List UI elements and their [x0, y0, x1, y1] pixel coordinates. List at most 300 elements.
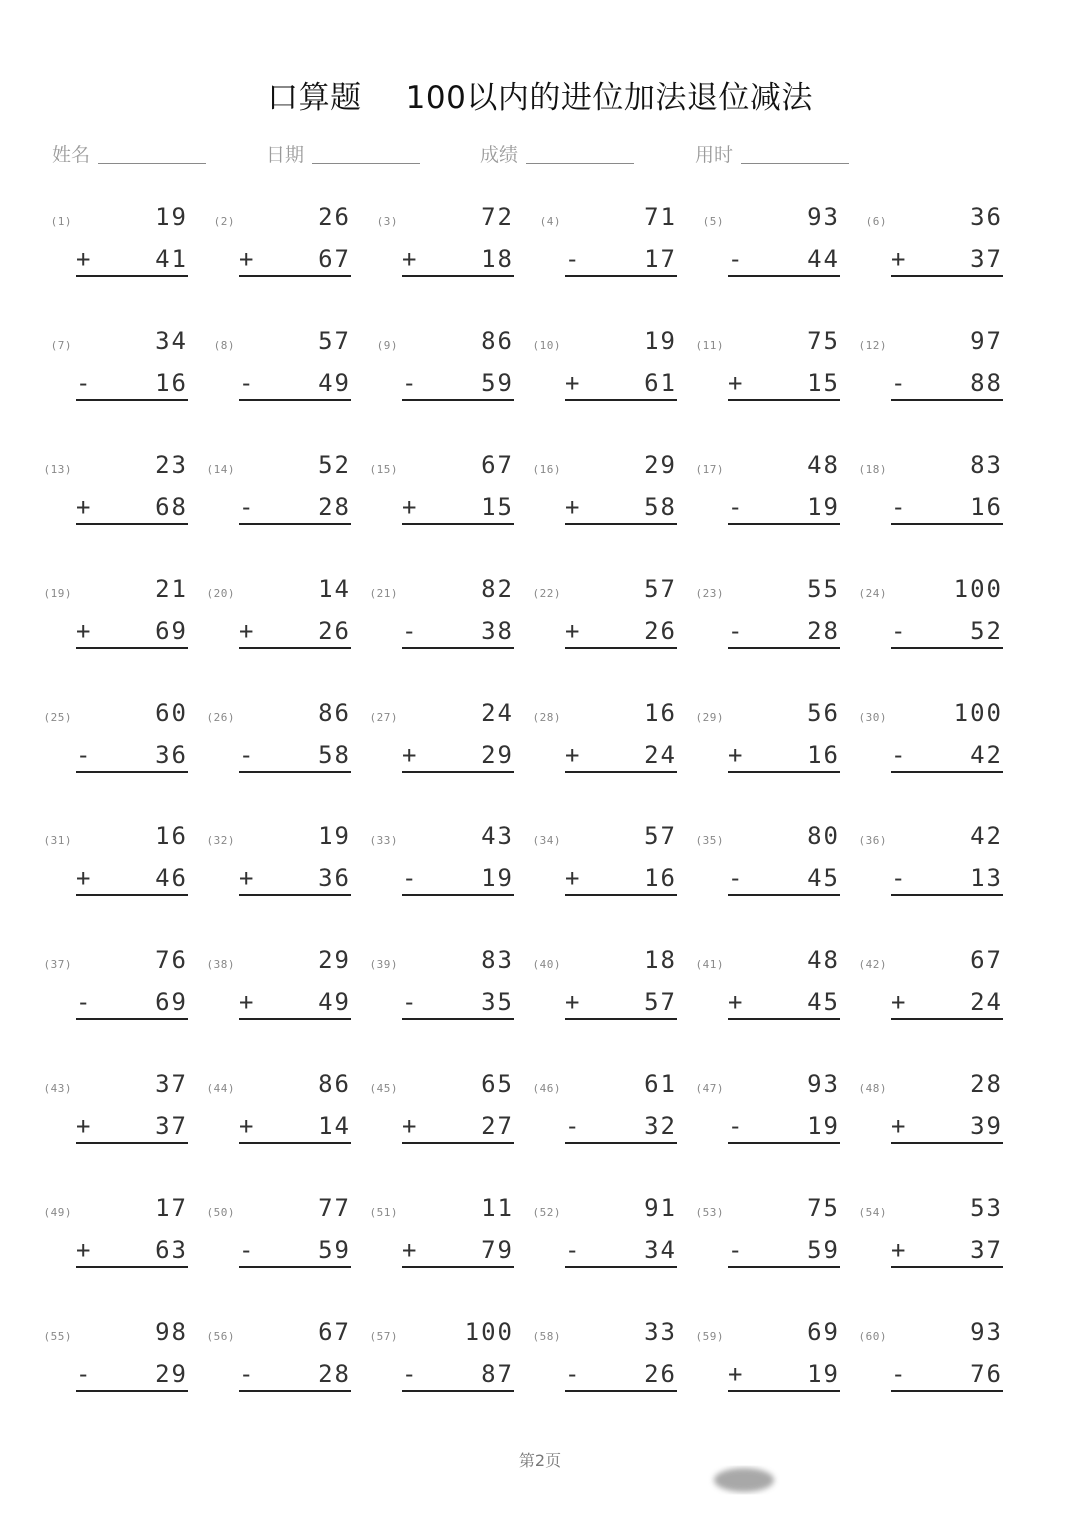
problem-operator: + [402, 245, 417, 273]
problem-number: (48) [858, 1082, 887, 1095]
problem-bottom-number: 42 [970, 741, 1003, 769]
problem-bottom-number: 76 [970, 1360, 1003, 1388]
answer-line[interactable] [728, 894, 840, 896]
answer-line[interactable] [402, 1018, 514, 1020]
problem-bottom-number: 41 [155, 245, 188, 273]
problem-operator: - [402, 1360, 417, 1388]
problem-item [28, 1070, 188, 1150]
problem-top-number: 67 [481, 451, 514, 479]
problem-bottom-number: 49 [318, 988, 351, 1016]
problem-item [680, 1070, 840, 1150]
problem-bottom-number: 18 [481, 245, 514, 273]
problem-item [354, 822, 514, 902]
problem-operator: - [891, 617, 906, 645]
answer-line[interactable] [728, 399, 840, 401]
problem-number: (51) [369, 1206, 398, 1219]
problem-item [517, 1194, 677, 1274]
problem-operator: + [565, 864, 580, 892]
answer-line[interactable] [891, 894, 1003, 896]
problem-operator: + [76, 493, 91, 521]
problem-top-number: 18 [644, 946, 677, 974]
problem-operator: + [728, 988, 743, 1016]
problem-number: (35) [695, 834, 724, 847]
answer-line[interactable] [402, 399, 514, 401]
problem-operator: - [728, 1112, 743, 1140]
problem-top-number: 16 [644, 699, 677, 727]
problem-operator: - [891, 493, 906, 521]
answer-line[interactable] [76, 1142, 188, 1144]
problem-item [28, 699, 188, 779]
problem-top-number: 29 [644, 451, 677, 479]
problem-number: (52) [532, 1206, 561, 1219]
answer-line[interactable] [239, 1018, 351, 1020]
answer-line[interactable] [728, 1390, 840, 1392]
problem-bottom-number: 79 [481, 1236, 514, 1264]
problem-bottom-number: 59 [807, 1236, 840, 1264]
problem-number: (14) [206, 463, 235, 476]
problem-item [191, 1318, 351, 1398]
problem-top-number: 21 [155, 575, 188, 603]
problem-operator: + [891, 1236, 906, 1264]
problem-top-number: 75 [807, 1194, 840, 1222]
answer-line[interactable] [728, 771, 840, 773]
problem-number: (3) [376, 215, 398, 228]
problem-top-number: 34 [155, 327, 188, 355]
problem-top-number: 24 [481, 699, 514, 727]
problem-number: (25) [43, 711, 72, 724]
answer-line[interactable] [76, 1266, 188, 1268]
problem-item [354, 946, 514, 1026]
problem-number: (37) [43, 958, 72, 971]
problem-number: (30) [858, 711, 887, 724]
problem-item [28, 203, 188, 283]
problem-top-number: 11 [481, 1194, 514, 1222]
problem-top-number: 91 [644, 1194, 677, 1222]
problem-bottom-number: 34 [644, 1236, 677, 1264]
problem-operator: - [402, 617, 417, 645]
problem-item [354, 203, 514, 283]
name-field-label: 姓名 [52, 144, 91, 166]
problem-item [354, 699, 514, 779]
answer-line[interactable] [728, 647, 840, 649]
problem-item [517, 575, 677, 655]
problem-item [191, 946, 351, 1026]
answer-line[interactable] [565, 647, 677, 649]
problem-item [28, 327, 188, 407]
answer-line[interactable] [565, 275, 677, 277]
problem-top-number: 67 [970, 946, 1003, 974]
problem-item [517, 327, 677, 407]
answer-line[interactable] [239, 1142, 351, 1144]
problem-item [191, 451, 351, 531]
problem-item [680, 1194, 840, 1274]
problem-operator: + [239, 1112, 254, 1140]
problem-top-number: 97 [970, 327, 1003, 355]
problem-top-number: 57 [318, 327, 351, 355]
problem-bottom-number: 24 [970, 988, 1003, 1016]
answer-line[interactable] [565, 894, 677, 896]
problem-operator: - [402, 864, 417, 892]
problem-item [191, 1194, 351, 1274]
problem-number: (2) [213, 215, 235, 228]
problem-top-number: 19 [155, 203, 188, 231]
problem-top-number: 48 [807, 946, 840, 974]
answer-line[interactable] [728, 1018, 840, 1020]
problem-number: (38) [206, 958, 235, 971]
answer-line[interactable] [76, 647, 188, 649]
answer-line[interactable] [402, 523, 514, 525]
problem-operator: + [565, 617, 580, 645]
problem-bottom-number: 37 [970, 245, 1003, 273]
problem-item [191, 699, 351, 779]
answer-line[interactable] [402, 1266, 514, 1268]
problem-item [28, 575, 188, 655]
answer-line[interactable] [239, 1266, 351, 1268]
problem-operator: + [76, 1112, 91, 1140]
answer-line[interactable] [891, 1390, 1003, 1392]
problem-item [28, 1194, 188, 1274]
problem-number: (50) [206, 1206, 235, 1219]
problem-top-number: 37 [155, 1070, 188, 1098]
problem-operator: + [728, 369, 743, 397]
problem-number: (53) [695, 1206, 724, 1219]
answer-line[interactable] [565, 399, 677, 401]
problem-bottom-number: 26 [644, 617, 677, 645]
answer-line[interactable] [565, 1390, 677, 1392]
problem-item [28, 451, 188, 531]
problem-top-number: 19 [644, 327, 677, 355]
answer-line[interactable] [565, 1266, 677, 1268]
problem-top-number: 28 [970, 1070, 1003, 1098]
answer-line[interactable] [239, 1390, 351, 1392]
problem-number: (49) [43, 1206, 72, 1219]
problem-top-number: 93 [807, 203, 840, 231]
problem-operator: - [565, 245, 580, 273]
problem-operator: - [728, 617, 743, 645]
problem-bottom-number: 17 [644, 245, 677, 273]
answer-line[interactable] [239, 771, 351, 773]
problem-bottom-number: 58 [644, 493, 677, 521]
answer-line[interactable] [76, 523, 188, 525]
problem-bottom-number: 32 [644, 1112, 677, 1140]
problem-item [843, 699, 1003, 779]
problem-item [191, 1070, 351, 1150]
problem-item [843, 1194, 1003, 1274]
problem-bottom-number: 58 [318, 741, 351, 769]
problem-item [191, 327, 351, 407]
problem-operator: + [402, 493, 417, 521]
problem-top-number: 83 [970, 451, 1003, 479]
problem-bottom-number: 19 [481, 864, 514, 892]
answer-line[interactable] [239, 894, 351, 896]
problem-bottom-number: 19 [807, 1360, 840, 1388]
problem-top-number: 56 [807, 699, 840, 727]
problem-number: (11) [695, 339, 724, 352]
answer-line[interactable] [728, 1266, 840, 1268]
problem-number: (60) [858, 1330, 887, 1343]
problem-top-number: 29 [318, 946, 351, 974]
problem-item [517, 203, 677, 283]
problem-number: (29) [695, 711, 724, 724]
problem-number: (47) [695, 1082, 724, 1095]
problem-bottom-number: 87 [481, 1360, 514, 1388]
problem-item [517, 946, 677, 1026]
problem-operator: + [565, 741, 580, 769]
problem-item [680, 946, 840, 1026]
problem-bottom-number: 29 [155, 1360, 188, 1388]
answer-line[interactable] [728, 1142, 840, 1144]
problem-operator: - [565, 1236, 580, 1264]
answer-line[interactable] [76, 399, 188, 401]
problem-operator: - [76, 1360, 91, 1388]
answer-line[interactable] [239, 523, 351, 525]
answer-line[interactable] [891, 1018, 1003, 1020]
problem-operator: + [402, 1236, 417, 1264]
problem-item [680, 1318, 840, 1398]
problem-number: (18) [858, 463, 887, 476]
answer-line[interactable] [402, 1142, 514, 1144]
problem-operator: + [239, 245, 254, 273]
problem-top-number: 23 [155, 451, 188, 479]
problem-top-number: 16 [155, 822, 188, 850]
problem-bottom-number: 45 [807, 988, 840, 1016]
problem-bottom-number: 39 [970, 1112, 1003, 1140]
problem-top-number: 86 [481, 327, 514, 355]
problem-bottom-number: 46 [155, 864, 188, 892]
problem-item [191, 822, 351, 902]
answer-line[interactable] [891, 1266, 1003, 1268]
answer-line[interactable] [76, 1018, 188, 1020]
problem-bottom-number: 15 [481, 493, 514, 521]
problem-operator: - [239, 1360, 254, 1388]
problem-top-number: 53 [970, 1194, 1003, 1222]
problem-top-number: 33 [644, 1318, 677, 1346]
problem-top-number: 100 [953, 699, 1003, 727]
problem-top-number: 100 [953, 575, 1003, 603]
problem-number: (4) [539, 215, 561, 228]
problem-item [517, 1318, 677, 1398]
problem-bottom-number: 36 [155, 741, 188, 769]
problem-operator: + [565, 493, 580, 521]
problem-top-number: 43 [481, 822, 514, 850]
problem-bottom-number: 15 [807, 369, 840, 397]
smudge-mark [708, 1462, 780, 1498]
problem-top-number: 36 [970, 203, 1003, 231]
problem-number: (8) [213, 339, 235, 352]
answer-line[interactable] [891, 399, 1003, 401]
answer-line[interactable] [76, 771, 188, 773]
problem-bottom-number: 28 [318, 1360, 351, 1388]
problem-operator: - [728, 864, 743, 892]
problem-number: (27) [369, 711, 398, 724]
problem-item [680, 327, 840, 407]
problem-top-number: 100 [464, 1318, 514, 1346]
problem-top-number: 80 [807, 822, 840, 850]
score-field-label: 成绩 [480, 144, 519, 166]
problem-top-number: 57 [644, 822, 677, 850]
problem-bottom-number: 57 [644, 988, 677, 1016]
answer-line[interactable] [891, 523, 1003, 525]
problem-bottom-number: 28 [807, 617, 840, 645]
problem-number: (31) [43, 834, 72, 847]
problem-top-number: 71 [644, 203, 677, 231]
answer-line[interactable] [76, 1390, 188, 1392]
problem-number: (5) [702, 215, 724, 228]
problem-operator: - [239, 369, 254, 397]
problem-item [680, 203, 840, 283]
answer-line[interactable] [891, 647, 1003, 649]
answer-line[interactable] [891, 1142, 1003, 1144]
problem-number: (20) [206, 587, 235, 600]
problem-bottom-number: 37 [970, 1236, 1003, 1264]
answer-line[interactable] [402, 771, 514, 773]
problem-bottom-number: 59 [481, 369, 514, 397]
answer-line[interactable] [402, 647, 514, 649]
answer-line[interactable] [239, 275, 351, 277]
problem-item [191, 203, 351, 283]
problem-number: (39) [369, 958, 398, 971]
problem-bottom-number: 59 [318, 1236, 351, 1264]
problem-item [28, 946, 188, 1026]
problem-operator: + [239, 617, 254, 645]
problem-operator: - [402, 988, 417, 1016]
problem-item [843, 946, 1003, 1026]
problem-operator: + [402, 741, 417, 769]
problem-item [680, 451, 840, 531]
problem-number: (22) [532, 587, 561, 600]
problem-item [843, 575, 1003, 655]
problem-bottom-number: 68 [155, 493, 188, 521]
problem-top-number: 98 [155, 1318, 188, 1346]
problem-top-number: 83 [481, 946, 514, 974]
problem-operator: - [239, 493, 254, 521]
answer-line[interactable] [402, 894, 514, 896]
problem-top-number: 93 [970, 1318, 1003, 1346]
problem-top-number: 42 [970, 822, 1003, 850]
problem-operator: + [891, 988, 906, 1016]
problem-number: (16) [532, 463, 561, 476]
problem-number: (40) [532, 958, 561, 971]
answer-line[interactable] [565, 771, 677, 773]
problem-item [517, 699, 677, 779]
answer-line[interactable] [402, 1390, 514, 1392]
problem-top-number: 75 [807, 327, 840, 355]
problem-bottom-number: 63 [155, 1236, 188, 1264]
answer-line[interactable] [239, 647, 351, 649]
problem-operator: - [76, 741, 91, 769]
problem-bottom-number: 28 [318, 493, 351, 521]
problem-number: (24) [858, 587, 887, 600]
problem-top-number: 48 [807, 451, 840, 479]
problem-bottom-number: 29 [481, 741, 514, 769]
answer-line[interactable] [565, 1142, 677, 1144]
problem-number: (46) [532, 1082, 561, 1095]
problem-number: (43) [43, 1082, 72, 1095]
answer-line[interactable] [891, 771, 1003, 773]
problem-operator: + [402, 1112, 417, 1140]
problem-bottom-number: 35 [481, 988, 514, 1016]
problem-item [354, 575, 514, 655]
problem-number: (59) [695, 1330, 724, 1343]
problem-number: (10) [532, 339, 561, 352]
problem-item [843, 822, 1003, 902]
problem-bottom-number: 19 [807, 493, 840, 521]
answer-line[interactable] [76, 894, 188, 896]
problem-number: (13) [43, 463, 72, 476]
problem-bottom-number: 38 [481, 617, 514, 645]
problem-bottom-number: 52 [970, 617, 1003, 645]
problem-operator: - [891, 741, 906, 769]
problem-bottom-number: 16 [970, 493, 1003, 521]
problem-number: (12) [858, 339, 887, 352]
answer-line[interactable] [565, 1018, 677, 1020]
problem-top-number: 72 [481, 203, 514, 231]
problem-bottom-number: 88 [970, 369, 1003, 397]
problem-top-number: 55 [807, 575, 840, 603]
answer-line[interactable] [239, 399, 351, 401]
problem-operator: - [239, 741, 254, 769]
problem-bottom-number: 36 [318, 864, 351, 892]
problem-number: (9) [376, 339, 398, 352]
answer-line[interactable] [565, 523, 677, 525]
problem-operator: - [402, 369, 417, 397]
problem-top-number: 52 [318, 451, 351, 479]
problem-top-number: 14 [318, 575, 351, 603]
problem-number: (57) [369, 1330, 398, 1343]
problem-operator: - [728, 1236, 743, 1264]
problem-number: (6) [865, 215, 887, 228]
problem-top-number: 77 [318, 1194, 351, 1222]
answer-line[interactable] [402, 275, 514, 277]
problem-number: (28) [532, 711, 561, 724]
time-field-label: 用时 [695, 144, 734, 166]
problem-operator: - [891, 864, 906, 892]
problem-item [680, 575, 840, 655]
problem-item [517, 1070, 677, 1150]
problem-item [843, 203, 1003, 283]
problem-operator: + [728, 1360, 743, 1388]
problem-top-number: 69 [807, 1318, 840, 1346]
problem-operator: - [239, 1236, 254, 1264]
problem-bottom-number: 61 [644, 369, 677, 397]
problem-number: (45) [369, 1082, 398, 1095]
problem-number: (34) [532, 834, 561, 847]
title-left: 口算题 [267, 80, 362, 116]
problem-operator: - [76, 369, 91, 397]
problem-operator: - [891, 369, 906, 397]
problem-item [843, 327, 1003, 407]
problem-operator: - [891, 1360, 906, 1388]
answer-line[interactable] [891, 275, 1003, 277]
problem-item [680, 822, 840, 902]
problem-top-number: 57 [644, 575, 677, 603]
problem-operator: + [891, 1112, 906, 1140]
answer-line[interactable] [728, 523, 840, 525]
answer-line[interactable] [76, 275, 188, 277]
problem-item [843, 1070, 1003, 1150]
answer-line[interactable] [728, 275, 840, 277]
problem-operator: - [565, 1360, 580, 1388]
problem-top-number: 60 [155, 699, 188, 727]
problem-item [354, 1318, 514, 1398]
problem-number: (41) [695, 958, 724, 971]
problem-operator: + [76, 864, 91, 892]
problem-operator: - [728, 245, 743, 273]
problem-number: (56) [206, 1330, 235, 1343]
problem-top-number: 17 [155, 1194, 188, 1222]
date-field-label: 日期 [266, 144, 305, 166]
problem-operator: - [728, 493, 743, 521]
